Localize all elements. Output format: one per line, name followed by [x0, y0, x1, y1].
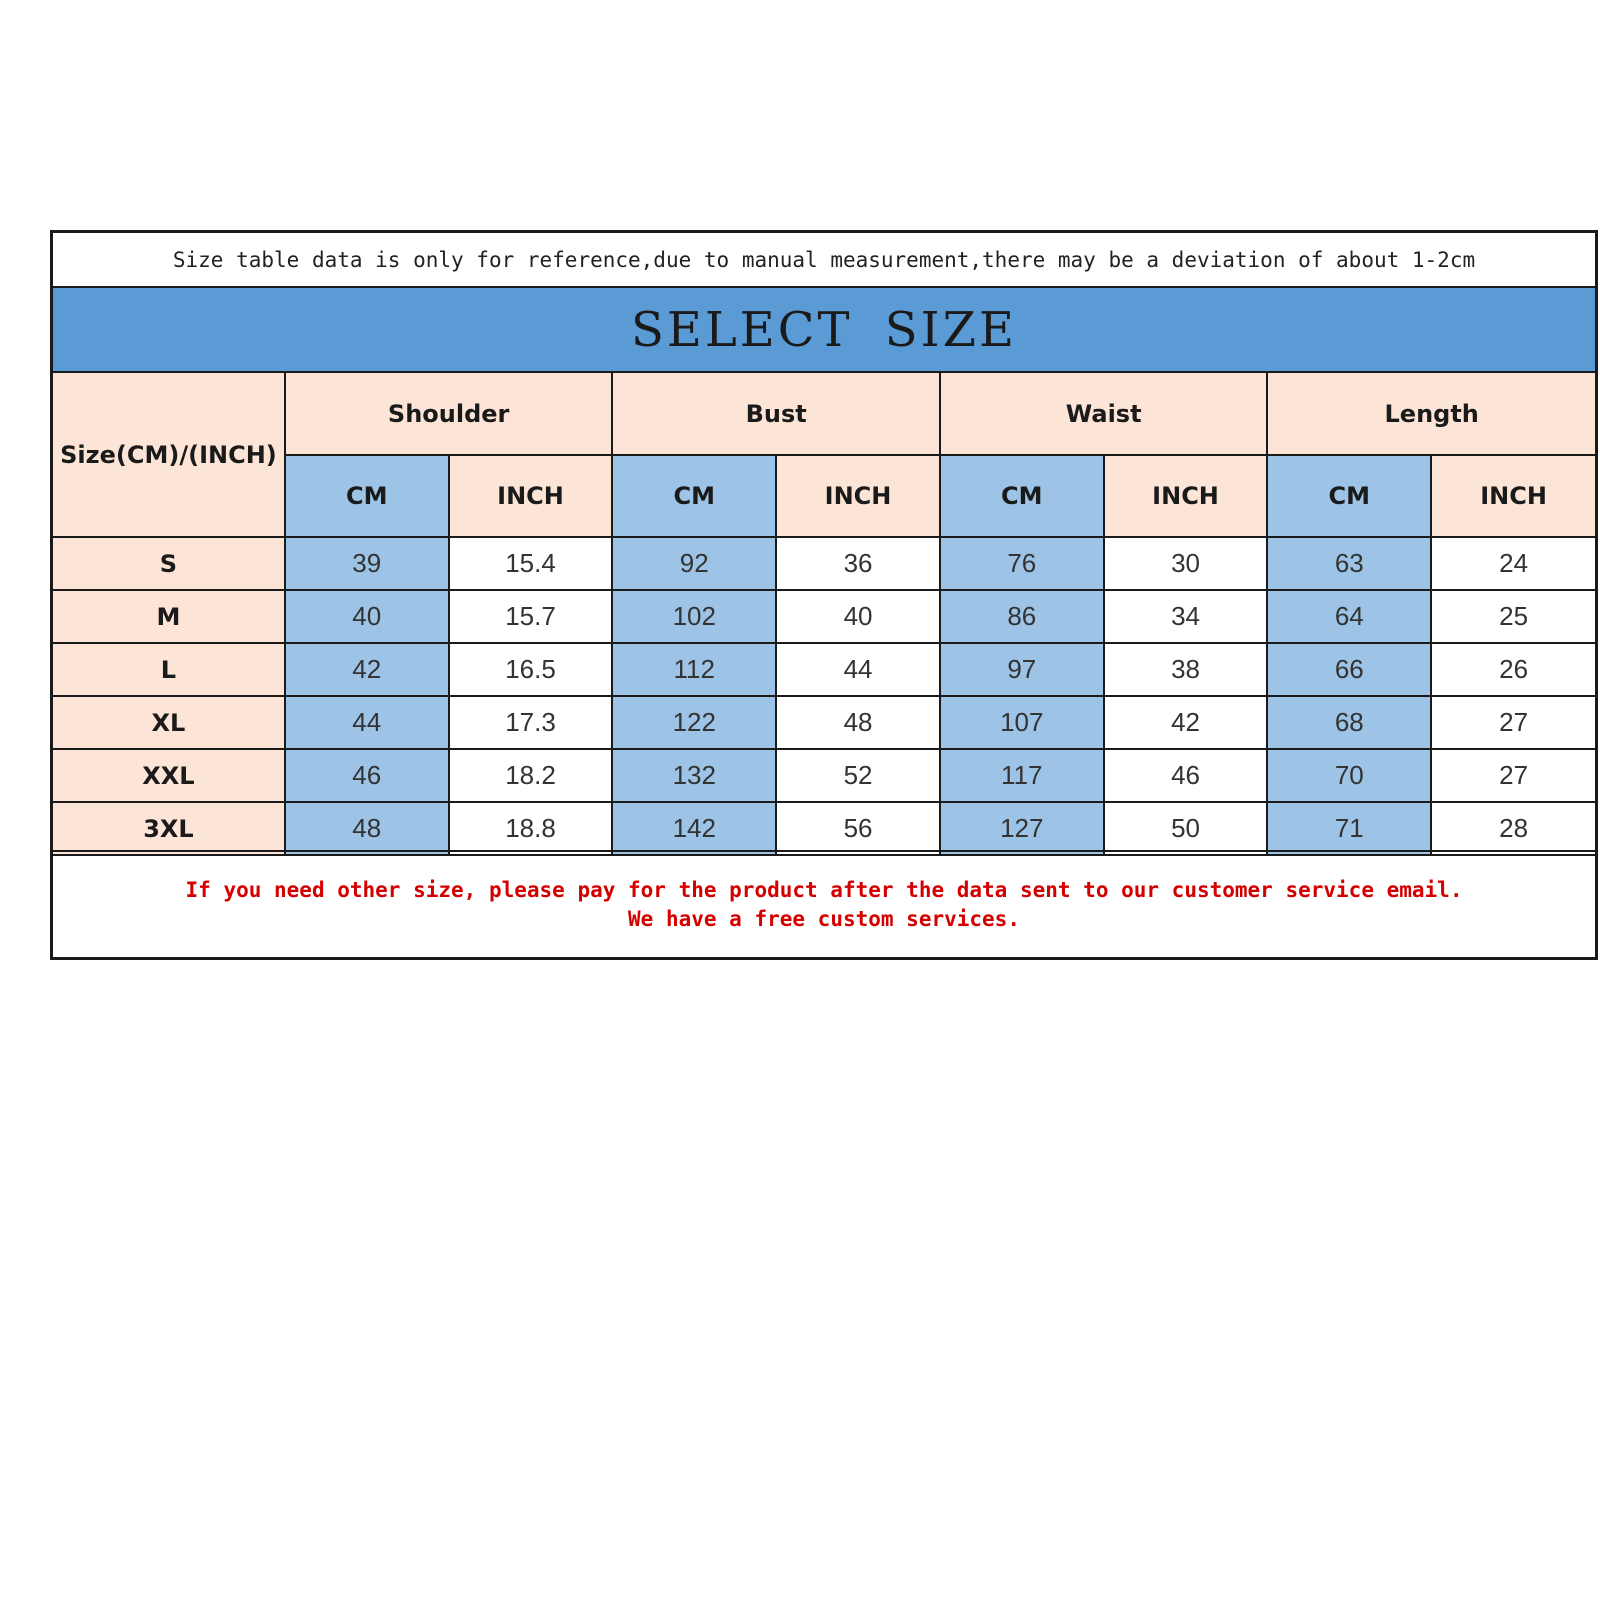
table-cell: 34 [1104, 590, 1268, 643]
custom-size-notice-line-2: We have a free custom services. [628, 906, 1020, 931]
custom-size-notice-line-1: If you need other size, please pay for the product after the data sent to our customer service email. [185, 877, 1463, 902]
size-label: M [53, 590, 285, 643]
size-label: XXL [53, 749, 285, 802]
unit-header-cm: CM [1267, 455, 1431, 537]
table-cell: 27 [1431, 696, 1595, 749]
size-table [53, 373, 1595, 856]
header-shoulder: Shoulder [285, 373, 613, 455]
table-cell: 44 [776, 643, 940, 696]
table-cell: 44 [285, 696, 449, 749]
table-cell: 70 [1267, 749, 1431, 802]
table-cell: 132 [612, 749, 776, 802]
table-cell: 56 [776, 802, 940, 855]
table-row [53, 696, 1595, 749]
table-cell: 66 [1267, 643, 1431, 696]
table-cell: 102 [612, 590, 776, 643]
table-cell: 76 [940, 537, 1104, 590]
size-column-header: Size(CM)/(INCH) [53, 373, 285, 537]
header-length: Length [1267, 373, 1595, 455]
reference-notice: Size table data is only for reference,due to manual measurement,there may be a deviation of about 1-2cm [53, 233, 1595, 288]
table-cell: 40 [285, 590, 449, 643]
table-cell: 25 [1431, 590, 1595, 643]
table-cell: 46 [1104, 749, 1268, 802]
unit-header-inch: INCH [1104, 455, 1268, 537]
custom-size-notice [53, 850, 1595, 957]
table-cell: 30 [1104, 537, 1268, 590]
chart-title: SELECT SIZE [630, 301, 1018, 358]
size-chart [50, 230, 1598, 960]
title-band [53, 288, 1595, 373]
unit-header-inch: INCH [1431, 455, 1595, 537]
unit-header-inch: INCH [449, 455, 613, 537]
table-cell: 64 [1267, 590, 1431, 643]
table-row [53, 802, 1595, 855]
table-cell: 112 [612, 643, 776, 696]
table-cell: 36 [776, 537, 940, 590]
table-cell: 92 [612, 537, 776, 590]
table-cell: 26 [1431, 643, 1595, 696]
table-cell: 50 [1104, 802, 1268, 855]
size-label: S [53, 537, 285, 590]
table-cell: 107 [940, 696, 1104, 749]
table-cell: 15.4 [449, 537, 613, 590]
table-cell: 42 [285, 643, 449, 696]
table-row [53, 749, 1595, 802]
table-cell: 16.5 [449, 643, 613, 696]
table-cell: 28 [1431, 802, 1595, 855]
table-cell: 68 [1267, 696, 1431, 749]
size-label: L [53, 643, 285, 696]
table-cell: 48 [285, 802, 449, 855]
table-cell: 142 [612, 802, 776, 855]
size-label: XL [53, 696, 285, 749]
table-cell: 39 [285, 537, 449, 590]
table-cell: 52 [776, 749, 940, 802]
table-cell: 17.3 [449, 696, 613, 749]
size-label: 3XL [53, 802, 285, 855]
table-cell: 71 [1267, 802, 1431, 855]
table-row [53, 643, 1595, 696]
table-cell: 63 [1267, 537, 1431, 590]
table-cell: 46 [285, 749, 449, 802]
unit-header-cm: CM [285, 455, 449, 537]
table-cell: 15.7 [449, 590, 613, 643]
table-cell: 18.2 [449, 749, 613, 802]
table-row [53, 537, 1595, 590]
table-cell: 86 [940, 590, 1104, 643]
unit-header-cm: CM [940, 455, 1104, 537]
table-row [53, 590, 1595, 643]
unit-header-cm: CM [612, 455, 776, 537]
table-cell: 24 [1431, 537, 1595, 590]
table-cell: 38 [1104, 643, 1268, 696]
table-cell: 42 [1104, 696, 1268, 749]
unit-header-inch: INCH [776, 455, 940, 537]
table-cell: 40 [776, 590, 940, 643]
table-cell: 127 [940, 802, 1104, 855]
table-cell: 122 [612, 696, 776, 749]
header-waist: Waist [940, 373, 1268, 455]
table-cell: 18.8 [449, 802, 613, 855]
table-cell: 117 [940, 749, 1104, 802]
table-cell: 27 [1431, 749, 1595, 802]
table-cell: 48 [776, 696, 940, 749]
table-cell: 97 [940, 643, 1104, 696]
header-bust: Bust [612, 373, 940, 455]
